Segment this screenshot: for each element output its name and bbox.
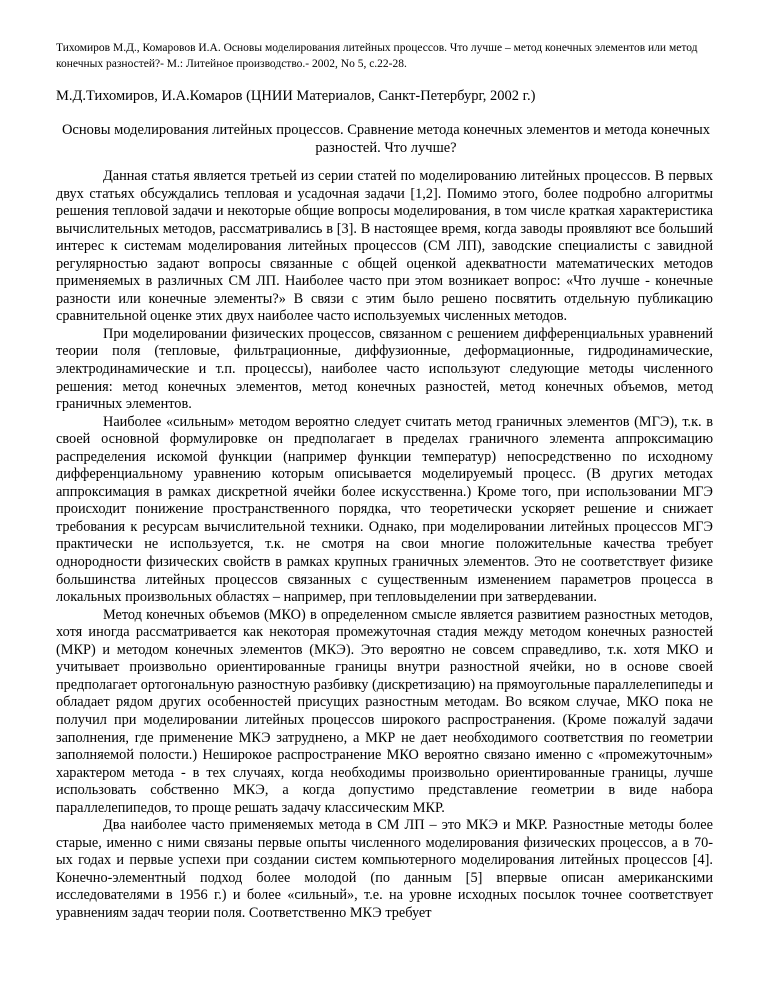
paragraph: Два наиболее часто применяемых метода в СМ ЛП – это МКЭ и МКР. Разностные методы более старые, именно с ними связаны первые опыты численного моделирования физических процессов, а в 70-ых годах и первые успехи при создании систем компьютерного моделирования литейных процессов [4]. Конечно-элементный подход более молодой (по данным [5] впервые описан американскими исследователями в 1956 г.) и более «сильный», т.е. на уровне исходных посылок точнее соответствует уравнениям задач теории поля. Соответственно МКЭ требует bbox=[56, 817, 713, 921]
authors-line: М.Д.Тихомиров, И.А.Комаров (ЦНИИ Материалов, Санкт-Петербург, 2002 г.) bbox=[56, 88, 536, 104]
article-body bbox=[56, 168, 713, 923]
paragraph: Данная статья является третьей из серии статей по моделированию литейных процессов. В первых двух статьях обсуждались тепловая и усадочная задачи [1,2]. Помимо этого, более подробно алгоритмы решения тепловой задачи и некоторые общие вопросы моделирования, в том числе краткая характеристика вычислительных методов, рассматривались в [3]. В настоящее время, когда заводы проявляют все больший интерес к системам моделирования литейных процессов (СМ ЛП), заводские специалисты с завидной регулярностью задают вопросы связанные с общей оценкой адекватности математических методов применяемых в различных СМ ЛП. Наиболее часто при этом возникает вопрос: «Что лучше - конечные разности или конечные элементы?» В связи с этим было решено посвятить отдельную публикацию сравнительной оценке этих двух наиболее часто используемых численных методов. bbox=[56, 168, 713, 325]
article-title: Основы моделирования литейных процессов. Сравнение метода конечных элементов и метода конечных разностей. Что лучше? bbox=[61, 122, 711, 156]
paragraph: Наиболее «сильным» методом вероятно следует считать метод граничных элементов (МГЭ), т.к. в своей основной формулировке он предполагает в пределах граничного элемента аппроксимацию распределения искомой функции (например функции температур) непосредственно по исходному дифференциальному уравнению которым описывается моделируемый процесс. (В других методах аппроксимация в рамках дискретной ячейки более искусственна.) Кроме того, при использовании МГЭ происходит понижение пространственного порядка, что теоретически ускоряет решение и снижает требования к ресурсам вычислительной техники. Однако, при моделировании литейных процессов МГЭ практически не используется, т.к. не смотря на свои многие положительные качества требует однородности физических свойств в рамках крупных граничных элементов. Это не соответствует физике большинства литейных процессов связанных с существенным изменением параметров процесса в локальных произвольных областях – например, при тепловыделении при затвердевании. bbox=[56, 413, 713, 606]
paragraph: Метод конечных объемов (МКО) в определенном смысле является развитием разностных методов, хотя иногда рассматривается как некоторая промежуточная стадия между методом конечных разностей (МКР) и методом конечных элементов (МКЭ). Это вероятно не совсем справедливо, т.к. хотя МКО и учитывает произвольно ориентированные границы внутри разностной ячейки, но в основе своей предполагает ортогональную разностную разбивку (дискретизацию) на прямоугольные параллелепипеды и обладает рядом других особенностей присущих разностным методам. Во всяком случае, МКО пока не получил при моделировании литейных процессов широкого распространения. (Кроме пожалуй задачи заполнения, где применение МКЭ затруднено, а МКР не дает необходимого соответствия по геометрии заполняемой полости.) Неширокое распространение МКО вероятно связано именно с «промежуточным» характером метода - в тех случаях, когда необходимы произвольно ориентированные границы, лучше использовать собственно МКЭ, а когда допустимо представление геометрии в виде набора параллелепипедов, то проще решать задачу классическим МКР. bbox=[56, 606, 713, 816]
citation-header: Тихомиров М.Д., Комаровов И.А. Основы моделирования литейных процессов. Что лучше – метод конечных элементов или метод конечных разностей?- М.: Литейное производство.- 2002, No 5, с.22-28. bbox=[56, 42, 698, 70]
paragraph: При моделировании физических процессов, связанном с решением дифференциальных уравнений теории поля (тепловые, фильтрационные, диффузионные, деформационные, гидродинамические, электродинамические и т.п. процессы), наиболее часто используют следующие методы численного решения: метод конечных элементов, метод конечных разностей, метод конечных объемов, метод граничных элементов. bbox=[56, 325, 713, 413]
